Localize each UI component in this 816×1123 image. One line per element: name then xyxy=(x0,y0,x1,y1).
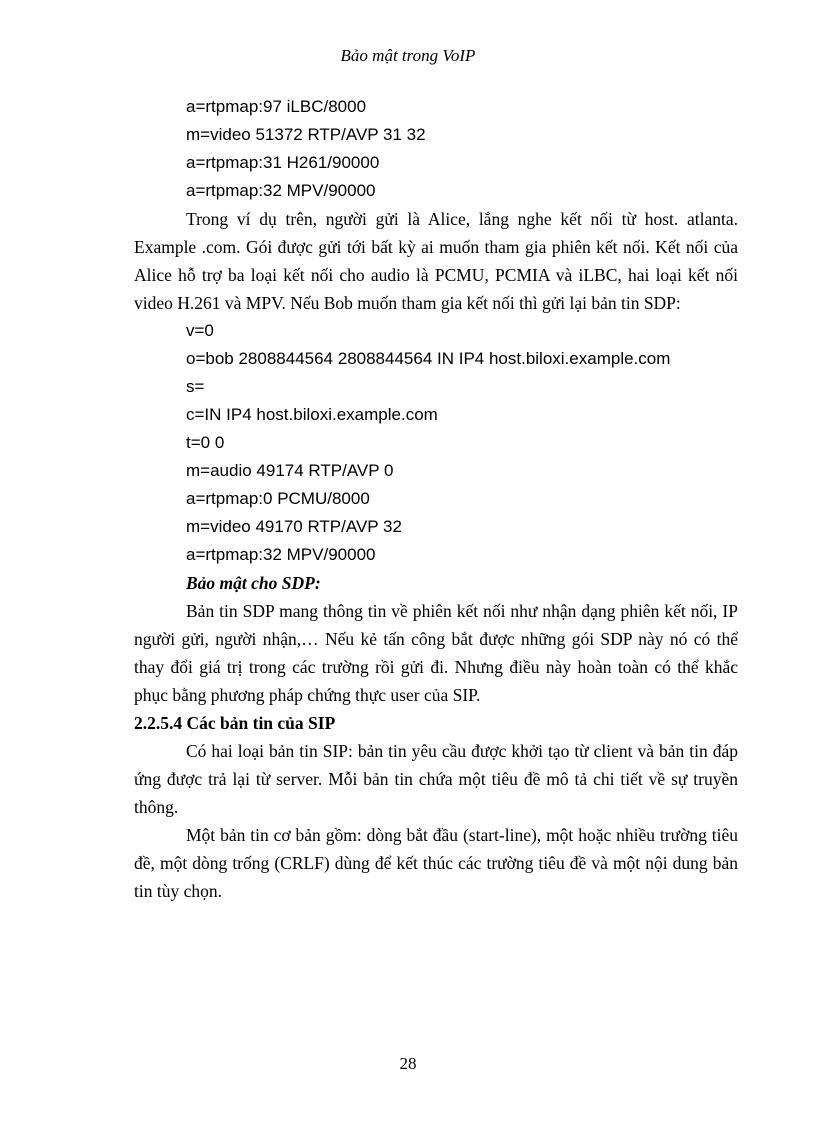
paragraph-sip-message-structure: Một bản tin cơ bản gồm: dòng bắt đầu (start-line), một hoặc nhiều trường tiêu đề, một dòng trống (CRLF) dùng để kết thúc các trường tiêu đề và một nội dung bản tin tùy chọn. xyxy=(134,825,738,901)
code-line: m=video 51372 RTP/AVP 31 32 xyxy=(186,125,426,144)
page-body xyxy=(134,93,738,905)
code-line: c=IN IP4 host.biloxi.example.com xyxy=(186,405,438,424)
code-line: a=rtpmap:97 iLBC/8000 xyxy=(186,97,367,116)
paragraph-sip-message-types: Có hai loại bản tin SIP: bản tin yêu cầu được khởi tạo từ client và bản tin đáp ứng được trả lại từ server. Mỗi bản tin chứa một tiêu đề mô tả chi tiết về sự truyền thông. xyxy=(134,741,738,817)
code-line: v=0 xyxy=(186,321,214,340)
code-line: a=rtpmap:0 PCMU/8000 xyxy=(186,489,370,508)
section-heading: 2.2.5.4 Các bản tin của SIP xyxy=(134,713,336,733)
subheading-sdp-security: Bảo mật cho SDP: xyxy=(186,573,321,593)
paragraph-sdp-security: Bản tin SDP mang thông tin về phiên kết nối như nhận dạng phiên kết nối, IP người gửi, người nhận,… Nếu kẻ tấn công bắt được những gói SDP này nó có thể thay đổi giá trị trong các trường rồi gửi đi. Nhưng điều này hoàn toàn có thể khắc phục bằng phương pháp chứng thực user của SIP. xyxy=(134,601,738,705)
code-block-2 xyxy=(134,317,738,569)
code-line: o=bob 2808844564 2808844564 IN IP4 host.biloxi.example.com xyxy=(186,349,671,368)
code-block-1 xyxy=(134,93,738,205)
code-line: a=rtpmap:31 H261/90000 xyxy=(186,153,380,172)
paragraph-example-explanation: Trong ví dụ trên, người gửi là Alice, lắng nghe kết nối từ host. atlanta. Example .com. Gói được gửi tới bất kỳ ai muốn tham gia phiên kết nối. Kết nối của Alice hỗ trợ ba loại kết nối cho audio là PCMU, PCMIA và iLBC, hai loại kết nối video H.261 và MPV. Nếu Bob muốn tham gia kết nối thì gửi lại bản tin SDP: xyxy=(134,209,738,313)
code-line: a=rtpmap:32 MPV/90000 xyxy=(186,181,376,200)
code-line: a=rtpmap:32 MPV/90000 xyxy=(186,545,376,564)
running-header: Bảo mật trong VoIP xyxy=(340,46,476,65)
code-line: m=video 49170 RTP/AVP 32 xyxy=(186,517,402,536)
code-line: t=0 0 xyxy=(186,433,225,452)
code-line: s= xyxy=(186,377,205,396)
code-line: m=audio 49174 RTP/AVP 0 xyxy=(186,461,394,480)
page-number: 28 xyxy=(399,1054,417,1073)
